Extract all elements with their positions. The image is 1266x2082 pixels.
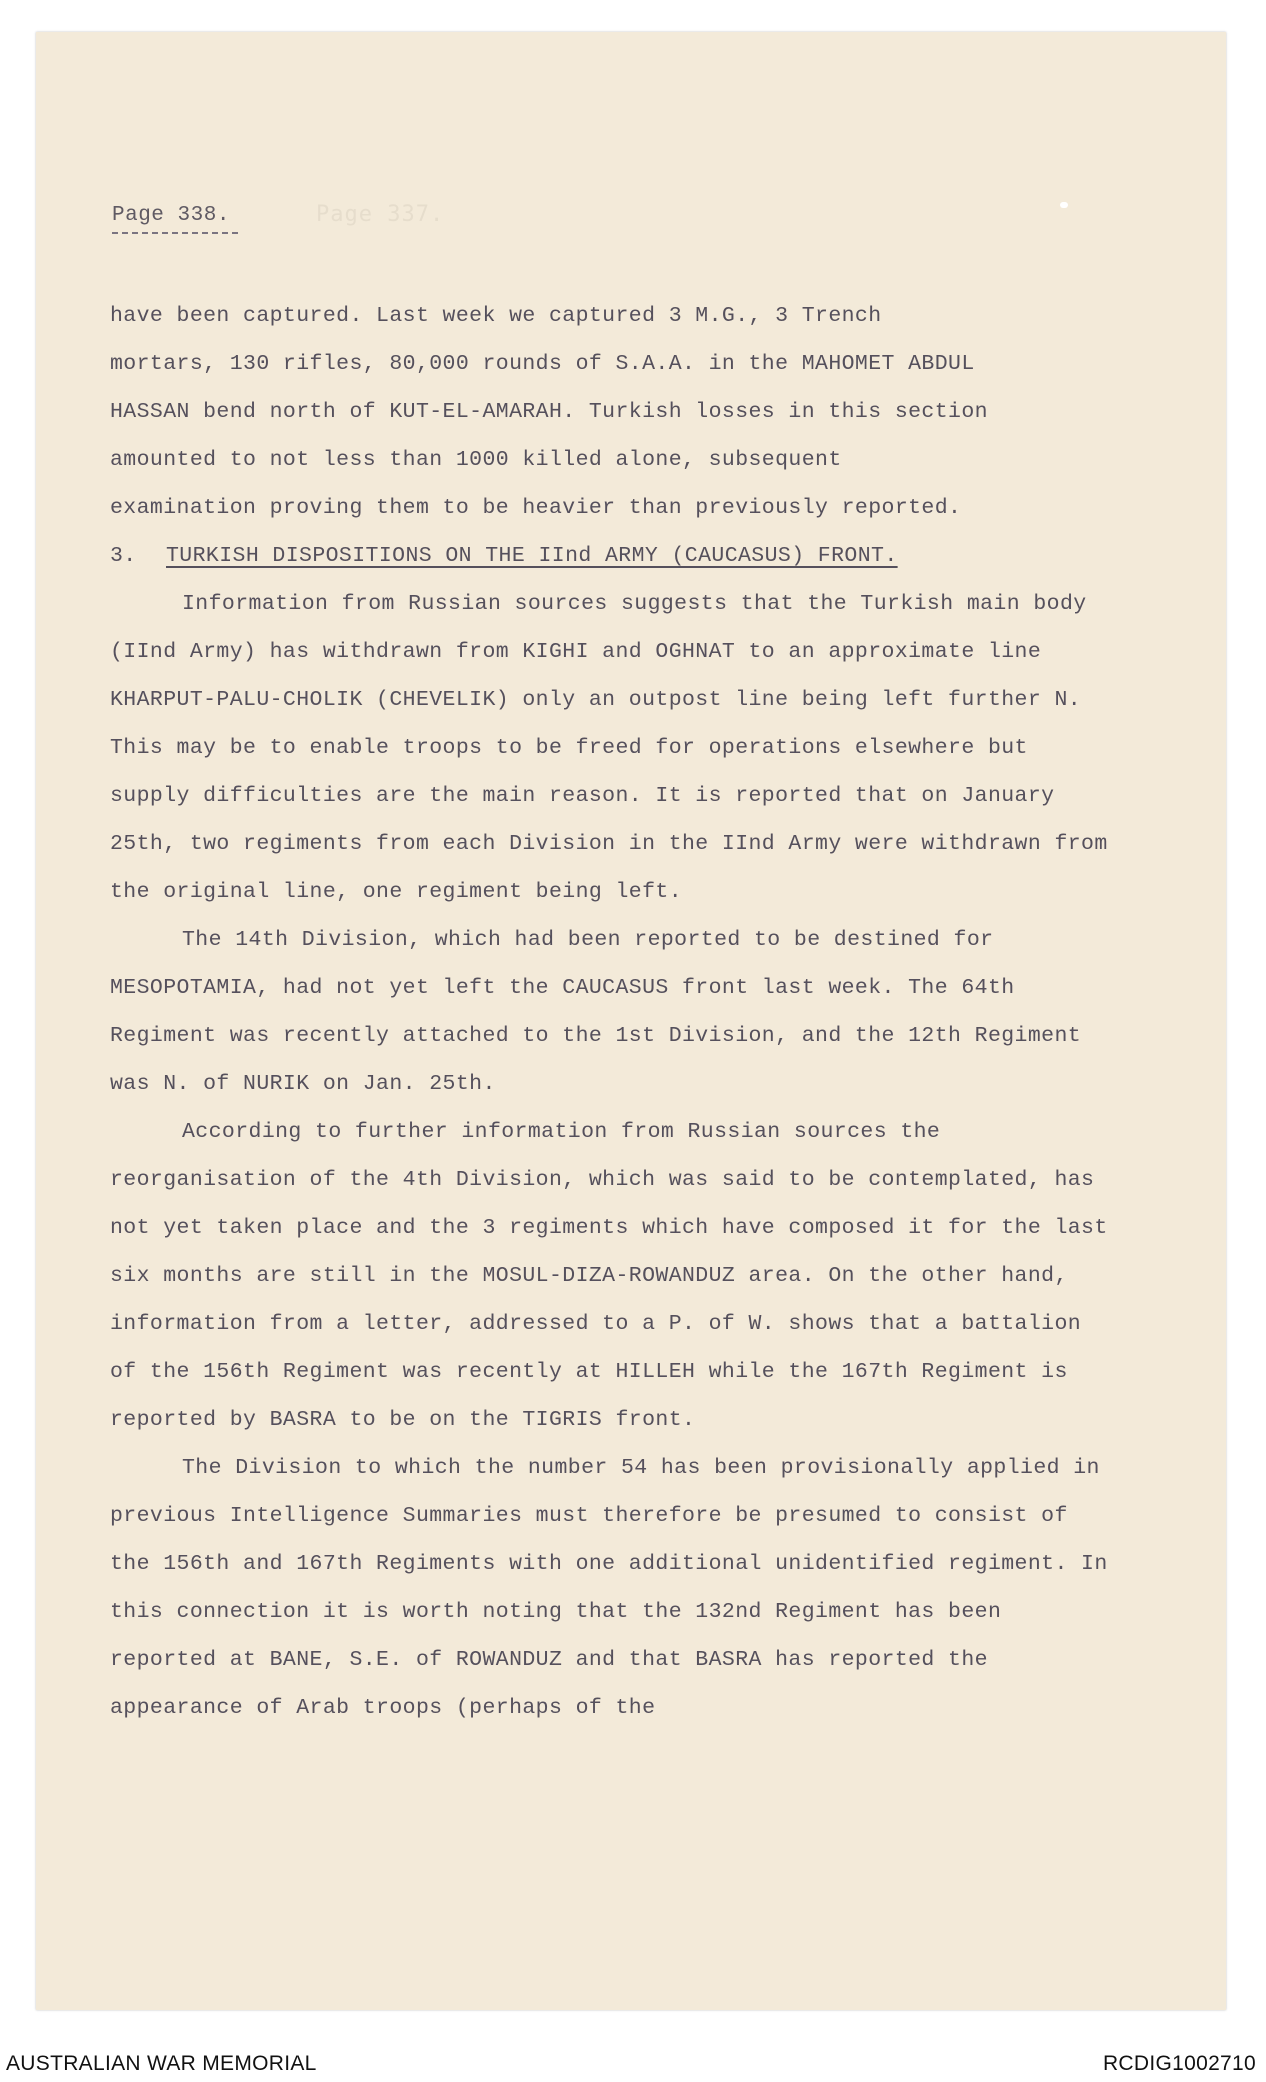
paragraph: The 14th Division, which had been reported to be destined for MESOPOTAMIA, had not yet left the CAUCASUS front last week. The 64th Regiment was recently attached to the 1st Division, and the 12th Regiment was N. of NURIK on Jan. 25th. [110, 928, 1082, 1096]
page-number: Page 338. [112, 204, 230, 227]
footer-credit: AUSTRALIAN WAR MEMORIAL [6, 2052, 317, 2075]
document-body [110, 292, 1120, 1732]
paragraph: The Division to which the number 54 has been provisionally applied in previous Intelligence Summaries must therefore be presumed to consist of the 156th and 167th Regiments with one additional unidentified regiment. In this connection it is worth noting that the 132nd Regiment has been reported at BANE, S.E. of ROWANDUZ and that BASRA has reported the appearance of Arab troops (perhaps of the [110, 1456, 1108, 1720]
section-title: TURKISH DISPOSITIONS ON THE IInd ARMY (CAUCASUS) FRONT. [166, 544, 898, 568]
page-number-underline [112, 232, 238, 234]
body-line: examination proving them to be heavier than previously reported. [110, 496, 962, 520]
paragraph: Information from Russian sources suggests that the Turkish main body (IInd Army) has withdrawn from KIGHI and OGHNAT to an approximate line KHARPUT-PALU-CHOLIK (CHEVELIK) only an outpost line being left further N. This may be to enable troops to be freed for operations elsewhere but supply difficulties are the main reason. It is reported that on January 25th, two regiments from each Division in the IInd Army were withdrawn from the original line, one regiment being left. [110, 592, 1108, 904]
body-line: amounted to not less than 1000 killed alone, subsequent [110, 448, 842, 472]
page-tear-mark [1060, 202, 1068, 208]
section-heading [110, 532, 1120, 580]
section-number: 3. [110, 544, 137, 568]
body-line: have been captured. Last week we captured 3 M.G., 3 Trench [110, 304, 882, 328]
show-through-text: Page 337. [316, 202, 445, 227]
body-line: mortars, 130 rifles, 80,000 rounds of S.A.A. in the MAHOMET ABDUL [110, 352, 975, 376]
footer-id: RCDIG1002710 [1102, 2052, 1256, 2075]
body-line: HASSAN bend north of KUT-EL-AMARAH. Turkish losses in this section [110, 400, 988, 424]
paragraph: According to further information from Russian sources the reorganisation of the 4th Division, which was said to be contemplated, has not yet taken place and the 3 regiments which have composed it for the last six months are still in the MOSUL-DIZA-ROWANDUZ area. On the other hand, information from a letter, addressed to a P. of W. shows that a battalion of the 156th Regiment was recently at HILLEH while the 167th Regiment is reported by BASRA to be on the TIGRIS front. [110, 1120, 1108, 1432]
